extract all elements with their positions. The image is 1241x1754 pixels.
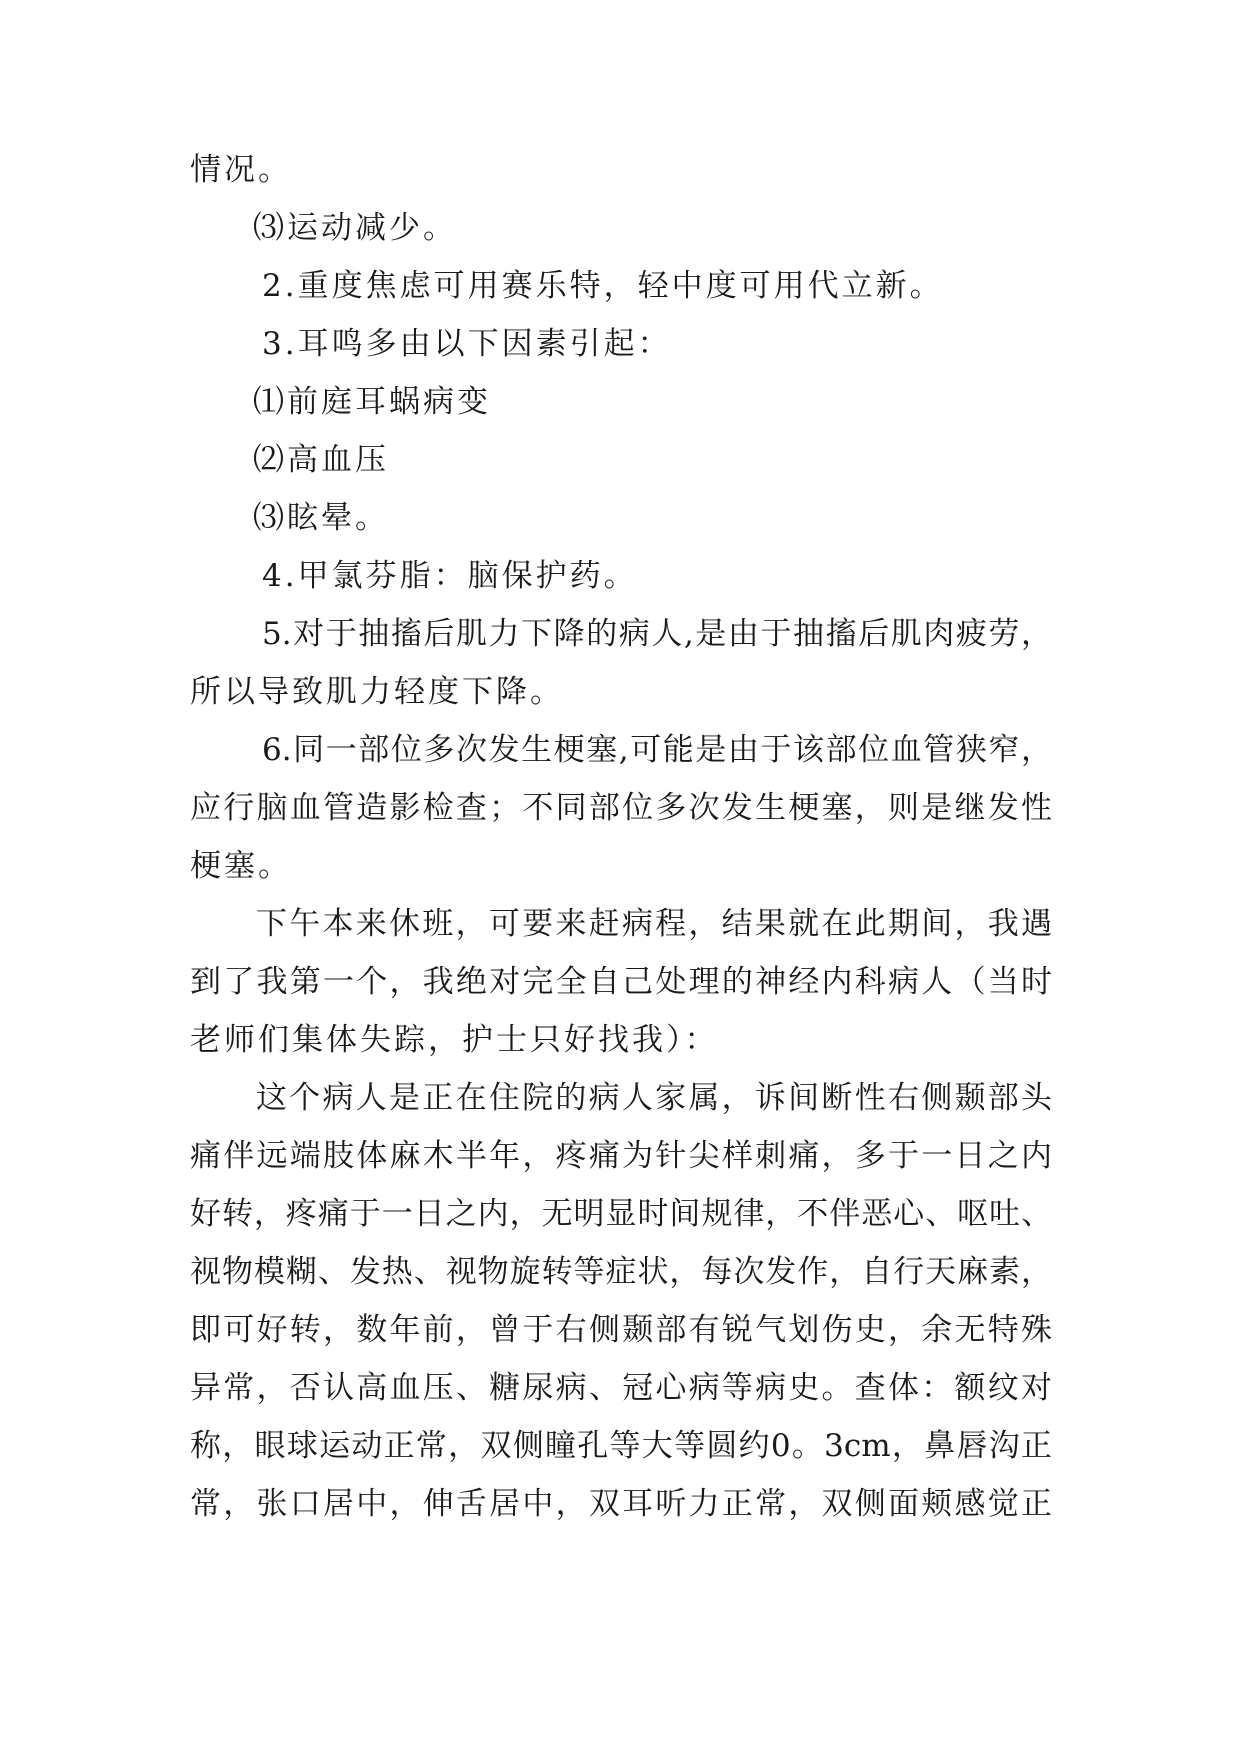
text-line: 老师们集体失踪，护士只好找我）： [190,1022,719,1058]
text-line: 所以导致肌力轻度下降。 [190,674,564,710]
list-item: ⑶眩晕。 [253,500,389,536]
list-item: 6.同一部位多次发生梗塞,可能是由于该部位血管狭窄， [262,732,1052,768]
text-line: 应行脑血管造影检查；不同部位多次发生梗塞，则是继发性 [190,790,1052,826]
list-item: 5.对于抽搐后肌力下降的病人,是由于抽搐后肌肉疲劳， [262,616,1052,652]
list-item: ⑶运动减少。 [253,210,457,246]
text-line: 常，张口居中，伸舌居中，双耳听力正常，双侧面颊感觉正 [190,1486,1052,1522]
list-item: 4.甲氯芬脂：脑保护药。 [262,558,638,594]
text-line: 情况。 [190,152,292,188]
text-line: 异常，否认高血压、糖尿病、冠心病等病史。查体：额纹对 [190,1370,1052,1406]
paragraph-first-line: 这个病人是正在住院的病人家属，诉间断性右侧颞部头 [256,1080,1052,1116]
text-line: 到了我第一个，我绝对完全自己处理的神经内科病人（当时 [190,964,1052,1000]
list-item: 2.重度焦虑可用赛乐特，轻中度可用代立新。 [262,268,944,304]
paragraph-first-line: 下午本来休班，可要来赶病程，结果就在此期间，我遇 [256,906,1052,942]
text-line: 称，眼球运动正常，双侧瞳孔等大等圆约0。3cm，鼻唇沟正 [190,1428,1052,1464]
text-line: 视物模糊、发热、视物旋转等症状，每次发作，自行天麻素， [190,1254,1052,1290]
text-line: 好转，疼痛于一日之内，无明显时间规律，不伴恶心、呕吐、 [190,1196,1052,1232]
list-item: 3.耳鸣多由以下因素引起： [262,326,672,362]
text-line: 痛伴远端肢体麻木半年，疼痛为针尖样刺痛，多于一日之内 [190,1138,1052,1174]
text-line: 即可好转，数年前，曾于右侧颞部有锐气划伤史，余无特殊 [190,1312,1052,1348]
list-item: ⑵高血压 [253,442,389,478]
text-line: 梗塞。 [190,848,292,884]
list-item: ⑴前庭耳蜗病变 [253,384,491,420]
